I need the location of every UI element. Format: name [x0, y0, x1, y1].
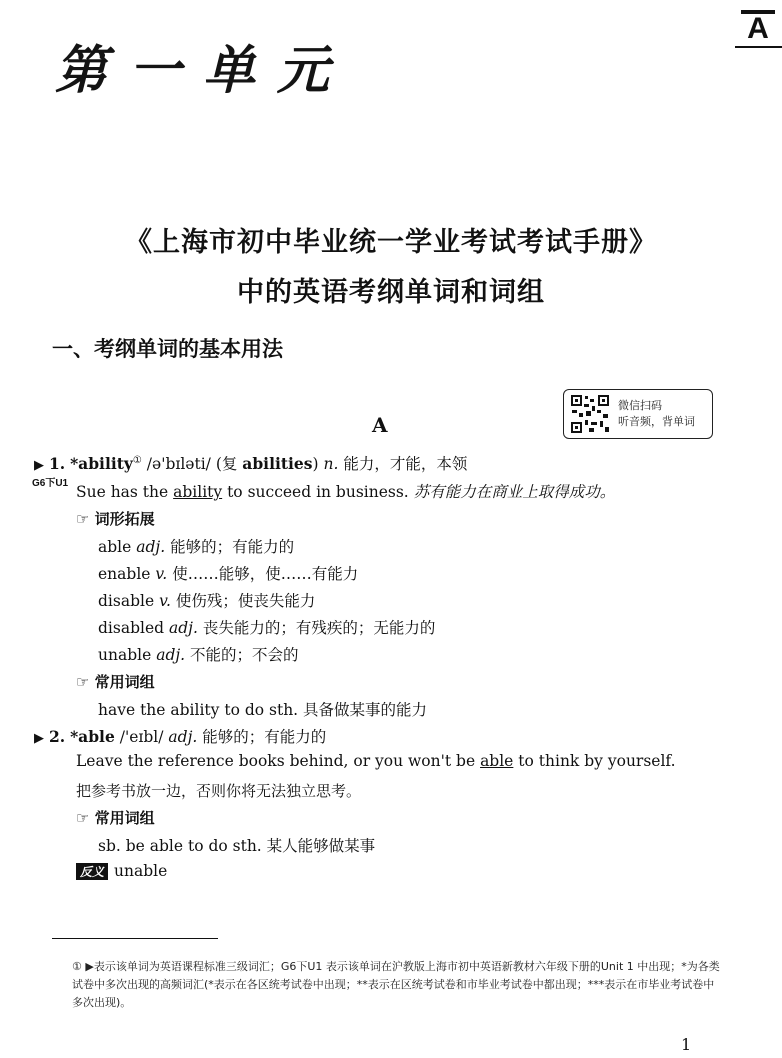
- morph-meaning: 不能的；不会的: [190, 646, 299, 664]
- morph-word: disabled: [98, 619, 165, 637]
- qr-text-line2: 听音频，背单词: [618, 415, 695, 428]
- entry-number: 2.: [48, 727, 66, 746]
- book-title-line1: 《上海市初中毕业统一学业考试考试手册》: [125, 227, 657, 258]
- entry-1-headword-line: [34, 452, 467, 474]
- section-heading: 一、考纲单词的基本用法: [52, 337, 283, 361]
- entry-2-example: [76, 752, 676, 770]
- entry-1-example: [76, 480, 615, 502]
- plural-prefix: (复: [215, 455, 243, 473]
- phrase-item: [98, 834, 375, 856]
- plural-suffix: ): [312, 455, 319, 473]
- morph-pos: adj.: [169, 619, 198, 637]
- part-of-speech: adj.: [168, 728, 198, 746]
- morph-word: unable: [98, 646, 152, 664]
- part-of-speech: n.: [323, 455, 339, 473]
- plural-form: abilities: [242, 454, 313, 473]
- triangle-bullet-icon: ▶: [34, 731, 44, 746]
- morph-item: [98, 589, 315, 611]
- footnote: ① ▶表示该单词为英语课程标准三级词汇；G6下U1 表示该单词在沪教版上海市初中英语新教材六年级下册的Unit 1 中出现；*为各类试卷中多次出现的高频词汇(*表示在各区统考试卷中出现；**表示在区统考试卷和市毕业考试卷中都出现；***表示在市毕业考试卷中多次出现)。: [72, 960, 720, 1009]
- letter-heading: A: [372, 413, 388, 437]
- phonetic: /ə'bɪləti/: [146, 455, 211, 473]
- phrase-en: have the ability to do sth.: [98, 701, 299, 719]
- morph-pos: adj.: [156, 646, 186, 664]
- morph-word: able: [98, 538, 132, 556]
- morph-item: [98, 643, 299, 665]
- entry-number: 1.: [48, 454, 66, 473]
- corner-tab-letter: A: [741, 10, 775, 44]
- phrase-heading: ☞ 常用词组: [76, 809, 155, 827]
- morph-meaning: 丧失能力的；有残疾的；无能力的: [202, 619, 436, 637]
- phrase-cn: 某人能够做某事: [266, 837, 376, 855]
- triangle-bullet-icon: ▶: [34, 458, 44, 473]
- morph-pos: v.: [155, 565, 168, 583]
- morph-heading: ☞ 词形拓展: [76, 510, 155, 528]
- textbook-tag: G6下U1: [32, 478, 69, 489]
- meaning: 能力，才能，本领: [343, 455, 468, 473]
- qr-box[interactable]: [563, 389, 713, 439]
- morph-meaning: 使伤残；使丧失能力: [175, 592, 316, 610]
- phonetic: /'eɪbl/: [119, 728, 164, 746]
- morph-meaning: 能够的；有能力的: [170, 538, 295, 556]
- morph-pos: v.: [159, 592, 171, 610]
- frequency-star: *: [70, 727, 79, 746]
- example-text-before: Leave the reference books behind, or you won't be: [76, 752, 481, 770]
- book-title-line2: 中的英语考纲单词和词组: [237, 277, 545, 308]
- antonym-word: unable: [114, 862, 168, 880]
- example-translation: 苏有能力在商业上取得成功。: [413, 483, 616, 501]
- antonym-label: 反义: [76, 863, 108, 880]
- example-keyword: ability: [173, 483, 223, 501]
- qr-code-icon[interactable]: [570, 394, 610, 434]
- page-number: 1: [681, 1035, 692, 1054]
- morph-word: enable: [98, 565, 151, 583]
- meaning: 能够的；有能力的: [202, 728, 327, 746]
- morph-meaning: 使……能够，使……有能力: [172, 565, 359, 583]
- frequency-star: *: [70, 454, 79, 473]
- headword: ability: [78, 454, 133, 473]
- morph-item: [98, 535, 294, 557]
- morph-word: disable: [98, 592, 155, 610]
- phrase-item: [98, 698, 427, 720]
- morph-item: [98, 616, 435, 638]
- morph-item: [98, 562, 358, 584]
- qr-text-line1: 微信扫码: [618, 399, 662, 412]
- example-translation: 把参考书放一边，否则你将无法独立思考。: [76, 782, 362, 800]
- morph-pos: adj.: [136, 538, 166, 556]
- footnote-divider: [52, 938, 218, 939]
- headword: able: [78, 727, 115, 746]
- entry-2-headword-line: [34, 725, 326, 747]
- example-text-after: to think by yourself.: [513, 752, 676, 770]
- example-text-before: Sue has the: [76, 483, 174, 501]
- example-keyword: able: [480, 752, 514, 770]
- unit-title: 第一单元: [55, 40, 352, 101]
- example-text-after: to succeed in business.: [222, 483, 409, 501]
- footnote-mark: ①: [132, 454, 142, 466]
- phrase-heading: ☞ 常用词组: [76, 673, 155, 691]
- phrase-cn: 具备做某事的能力: [303, 701, 428, 719]
- phrase-en: sb. be able to do sth.: [98, 837, 262, 855]
- antonym-line: [76, 862, 167, 880]
- corner-tab: [735, 8, 782, 48]
